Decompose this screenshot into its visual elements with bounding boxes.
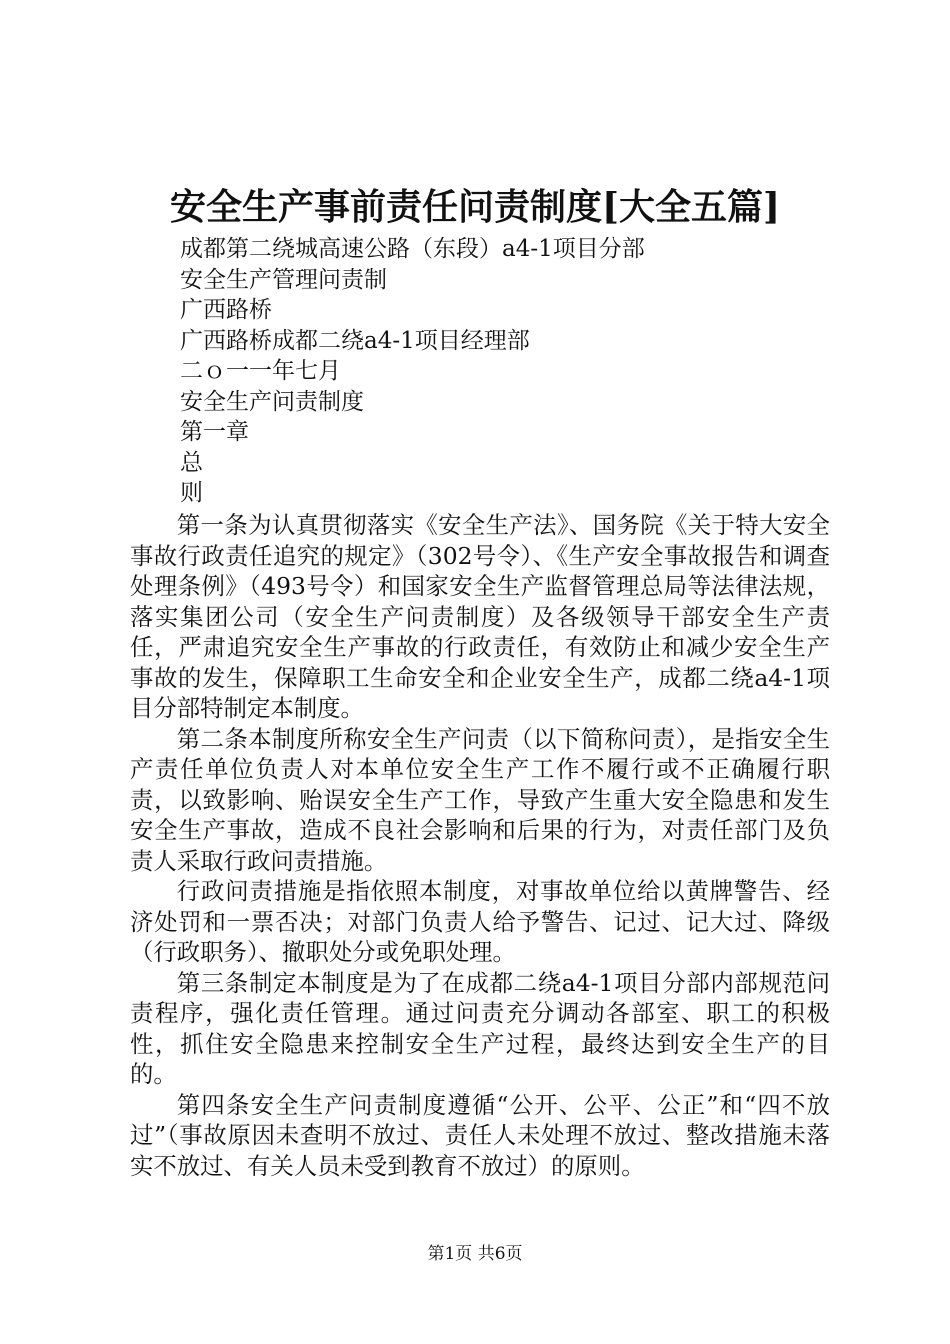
article-1-paragraph: 第一条为认真贯彻落实《安全生产法》、国务院《关于特大安全事故行政责任追究的规定》（302号令）、《生产安全事故报告和调查处理条例》（493号令）和国家安全生产监督管理总局等法律法规，落实集团公司（安全生产问责制度）及各级领导干部安全生产责任，严肃追究安全生产事故的行政责任，有效防止和减少安全生产事故的发生，保障职工生命安全和企业安全生产，成都二绕a4-1项目分部特制定本制度。 <box>130 511 830 722</box>
project-name-line: 成都第二绕城高速公路（东段）a4-1项目分部 <box>180 236 645 262</box>
document-title: 安全生产事前责任问责制度[大全五篇] <box>169 186 781 228</box>
chapter-title-part-1: 总 <box>180 449 203 476</box>
section-title-line: 安全生产问责制度 <box>180 388 364 415</box>
chapter-number-line: 第一章 <box>180 419 249 445</box>
system-name-line: 安全生产管理问责制 <box>180 266 387 293</box>
article-4-paragraph: 第四条安全生产问责制度遵循“公开、公平、公正”和“四不放过”（事故原因未查明不放过、责任人未处理不放过、整改措施未落实不放过、有关人员未受到教育不放过）的原则。 <box>130 1090 830 1180</box>
document-body <box>130 510 830 1181</box>
page-footer: 第1页 共6页 <box>427 1244 523 1264</box>
document-header-lines <box>180 234 840 509</box>
company-name-line: 广西路桥 <box>180 297 272 323</box>
chapter-title-part-2: 则 <box>180 480 203 506</box>
date-line: 二ｏ一一年七月 <box>180 358 341 384</box>
measures-paragraph: 行政问责措施是指依照本制度，对事故单位给以黄牌警告、经济处罚和一票否决；对部门负责人给予警告、记过、记大过、降级（行政职务）、撤职处分或免职处理。 <box>130 877 830 966</box>
department-name-line: 广西路桥成都二绕a4-1项目经理部 <box>180 327 530 354</box>
article-2-paragraph: 第二条本制度所称安全生产问责（以下简称问责），是指安全生产责任单位负责人对本单位安全生产工作不履行或不正确履行职责，以致影响、贻误安全生产工作，导致产生重大安全隐患和发生安全生产事故，造成不良社会影响和后果的行为，对责任部门及负责人采取行政问责措施。 <box>130 724 830 875</box>
article-3-paragraph: 第三条制定本制度是为了在成都二绕a4-1项目分部内部规范问责程序，强化责任管理。通过问责充分调动各部室、职工的积极性，抓住安全隐患来控制安全生产过程，最终达到安全生产的目的。 <box>130 968 830 1088</box>
